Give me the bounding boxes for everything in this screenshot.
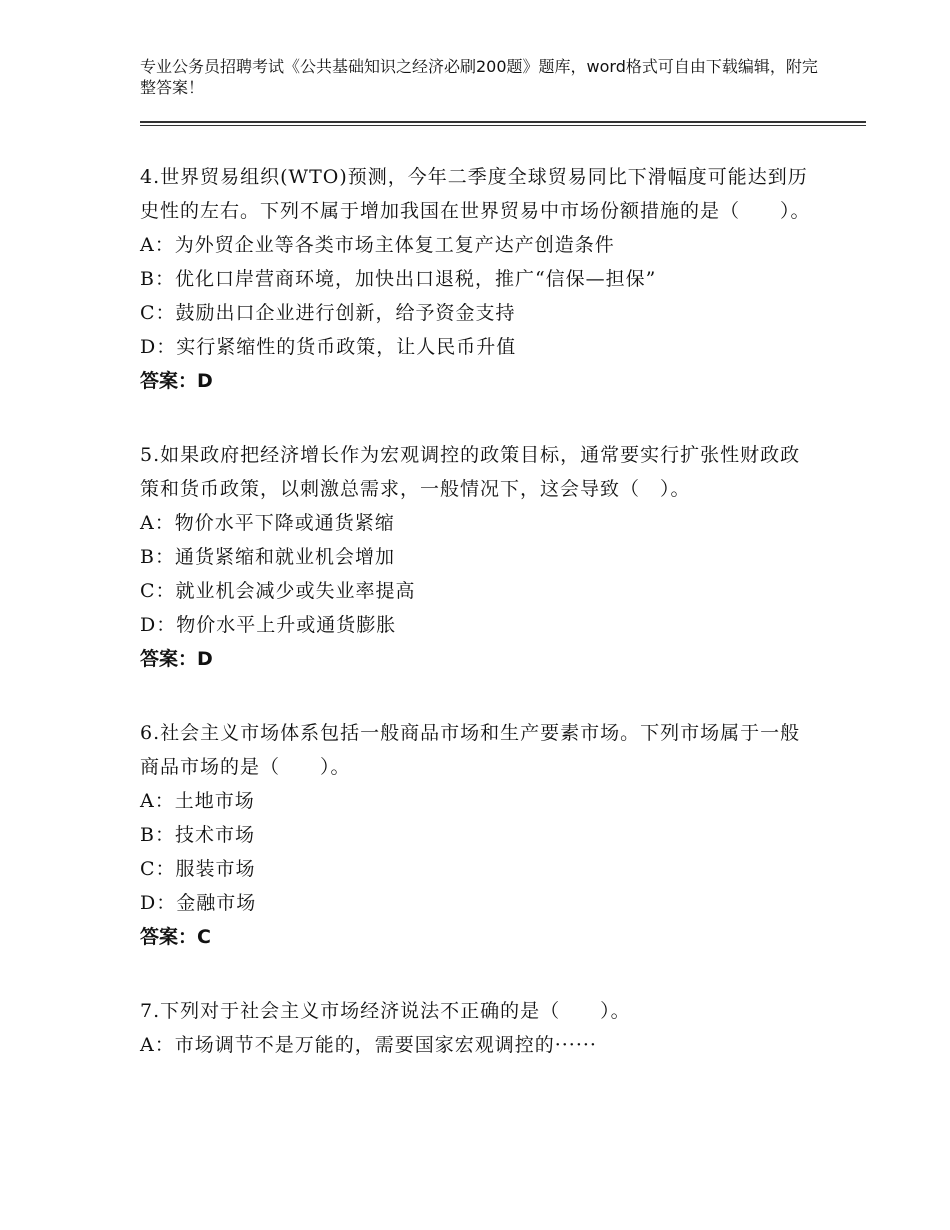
question-4 <box>140 160 820 398</box>
option-a: A：市场调节不是万能的，需要国家宏观调控的······ <box>140 1034 597 1056</box>
answer-label: 答案：C <box>140 926 211 948</box>
header-divider <box>140 121 866 123</box>
option-a: A：为外贸企业等各类市场主体复工复产达产创造条件 <box>140 234 615 256</box>
question-7 <box>140 994 820 1062</box>
option-a: A：土地市场 <box>140 790 255 812</box>
question-stem: 6.社会主义市场体系包括一般商品市场和生产要素市场。下列市场属于一般商品市场的是（ ）。 <box>140 722 801 778</box>
option-d: D：金融市场 <box>140 892 257 914</box>
option-b: B：优化口岸营商环境，加快出口退税，推广“信保—担保” <box>140 268 657 290</box>
question-5 <box>140 438 820 676</box>
option-c: C：鼓励出口企业进行创新，给予资金支持 <box>140 302 516 324</box>
question-stem: 7.下列对于社会主义市场经济说法不正确的是（ ）。 <box>140 1000 631 1022</box>
question-stem: 5.如果政府把经济增长作为宏观调控的政策目标，通常要实行扩张性财政政策和货币政策，以刺激总需求，一般情况下，这会导致（ ）。 <box>140 444 801 500</box>
document-header: 专业公务员招聘考试《公共基础知识之经济必刷200题》题库，word格式可自由下载编辑，附完整答案！ <box>140 57 818 97</box>
option-d: D：物价水平上升或通货膨胀 <box>140 614 397 636</box>
option-a: A：物价水平下降或通货紧缩 <box>140 512 395 534</box>
option-c: C：就业机会减少或失业率提高 <box>140 580 416 602</box>
question-list <box>140 160 820 1062</box>
question-stem: 4.世界贸易组织(WTO)预测，今年二季度全球贸易同比下滑幅度可能达到历史性的左右。下列不属于增加我国在世界贸易中市场份额措施的是（ ）。 <box>140 166 811 222</box>
option-c: C：服装市场 <box>140 858 256 880</box>
answer-label: 答案：D <box>140 648 213 670</box>
question-6 <box>140 716 820 954</box>
answer-label: 答案：D <box>140 370 213 392</box>
header-divider-thin <box>140 125 866 126</box>
option-b: B：通货紧缩和就业机会增加 <box>140 546 395 568</box>
option-b: B：技术市场 <box>140 824 255 846</box>
option-d: D：实行紧缩性的货币政策，让人民币升值 <box>140 336 517 358</box>
